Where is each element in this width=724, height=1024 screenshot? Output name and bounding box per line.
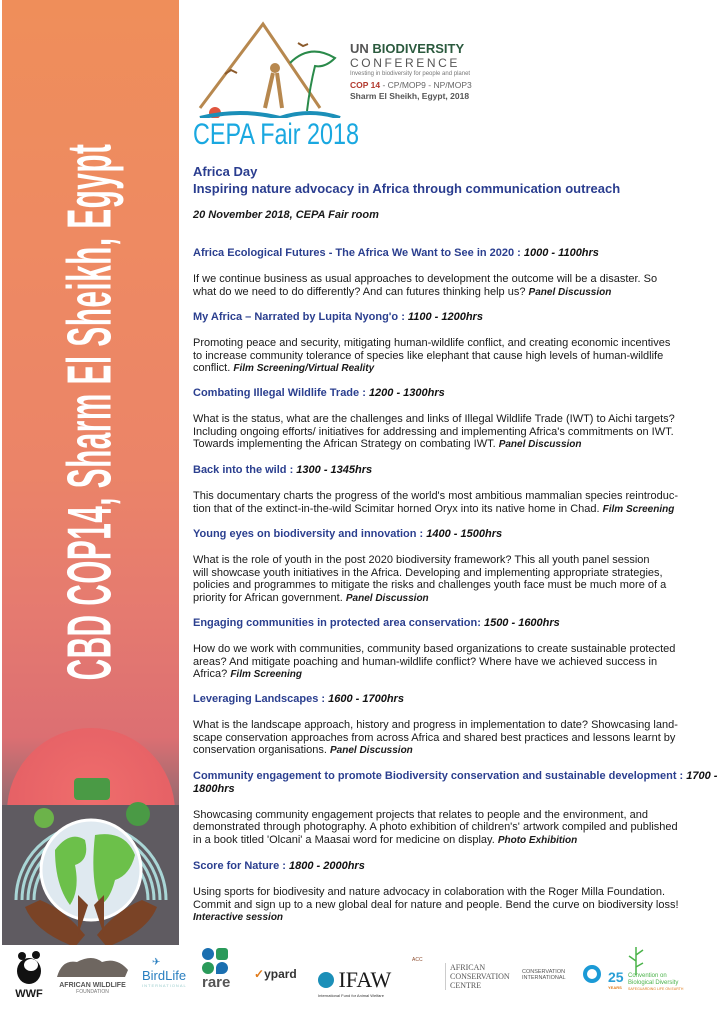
description-text: What is the role of youth in the post 2020 biodiversity framework? This all youth panel session (193, 553, 650, 566)
session-description (193, 554, 718, 606)
rare-icons (202, 948, 230, 974)
session-title: Engaging communities in protected area conservation: (193, 617, 481, 629)
description-text: Towards implementing the African Strategy on combating IWT. (193, 438, 496, 451)
session-description (193, 886, 718, 925)
description-text: scape conservation approaches from across Africa and shared best practices and lessons learnt by (193, 731, 676, 744)
ifaw-sub: International Fund for Animal Welfare (318, 993, 384, 998)
sidebar-vertical-title: CBD COP14, Sharm El Sheikh, Egypt (55, 143, 125, 681)
session-title: Score for Nature (193, 860, 280, 872)
birdlife-text: BirdLife (142, 968, 187, 983)
description-line (193, 668, 718, 682)
logo-un: UN (350, 41, 369, 56)
description-text: Promoting peace and security, mitigating human-wildlife conflict, and creating economic incentives (193, 336, 671, 349)
description-line (193, 362, 718, 376)
session-description (193, 413, 718, 452)
description-line (193, 273, 718, 286)
page-title: CEPA Fair 2018 (193, 118, 360, 151)
logo-cop-rest: - CP/MOP9 - NP/MOP3 (380, 80, 472, 90)
session-time: 1000 - 1100hrs (523, 247, 599, 259)
session-time: 1100 - 1200hrs (407, 311, 483, 323)
session-item (193, 860, 718, 925)
ci-text2: INTERNATIONAL (522, 975, 566, 981)
description-line (193, 732, 718, 745)
description-line (193, 554, 718, 567)
session-format-tag: Panel Discussion (329, 745, 413, 757)
session-separator: : (359, 387, 369, 399)
description-line (193, 426, 718, 439)
session-title: Africa Ecological Futures - The Africa We Want to See in 2020 (193, 247, 515, 259)
cbd-25 (608, 969, 624, 990)
session-format-tag: Interactive session (193, 912, 284, 924)
description-text: will showcase youth initiatives in the Africa. Developing and implementing appropriate strategies, (193, 566, 663, 579)
session-description (193, 490, 718, 516)
logo-conference: CONFERENCE (350, 56, 461, 70)
ypard-text: ypard (264, 967, 297, 981)
ifaw-text: IFAW (338, 967, 392, 992)
description-line (193, 744, 718, 758)
description-line (193, 834, 718, 848)
description-text: Showcasing community engagement projects that relates to people and the environment, and (193, 808, 648, 821)
session-title: Community engagement to promote Biodiversity conservation and sustainable development (193, 770, 677, 782)
ci-text1: CONSERVATION (522, 969, 566, 975)
session-item (193, 247, 718, 299)
description-line (193, 350, 718, 363)
session-heading (193, 387, 718, 400)
session-heading (193, 770, 718, 796)
description-text: tion that of the extinct-in-the-wild Scimitar horned Oryx into its native home in Chad. (193, 502, 600, 515)
sidebar-banner (2, 0, 179, 945)
session-heading (193, 311, 718, 324)
bird-icon: ✈ (152, 957, 161, 968)
description-text: How do we work with communities, community based organizations to create sustainable protected (193, 642, 676, 655)
session-item (193, 770, 718, 848)
subtitle-africa-day: Africa Day (193, 164, 258, 179)
session-description (193, 337, 718, 376)
session-time: 1500 - 1600hrs (483, 617, 560, 629)
description-text: what do we need to do differently? And can futures thinking help us? (193, 285, 526, 298)
wwf-logo (14, 951, 44, 1000)
awf-logo (55, 957, 130, 995)
acc-logo (445, 963, 510, 990)
acc-mark: ACC (412, 957, 423, 963)
description-text: demonstrated through photography. A photo exhibition of children's' artwork compiled and published (193, 821, 678, 834)
session-item (193, 387, 718, 452)
description-text: This documentary charts the progress of the world's most ambitious mammalian species reintroduc- (193, 489, 679, 502)
awf-text1: AFRICAN WILDLIFE (59, 982, 126, 989)
logo-cop (350, 80, 472, 90)
ifaw-globe-icon (318, 972, 334, 988)
session-format-tag: Film Screening (230, 669, 302, 681)
logo-place: Sharm El Sheikh, Egypt, 2018 (350, 91, 470, 101)
ypard-icon: ✓ (254, 967, 265, 981)
cbd-text3: SAFEGUARDING LIFE ON EARTH (628, 987, 684, 991)
session-separator: : (676, 770, 687, 782)
description-line (193, 592, 718, 606)
acc-text2: CONSERVATION (450, 972, 510, 981)
description-text: Commit and sign up to a new global deal for nature and people. Bend the curve on biodiversity loss! (193, 898, 679, 911)
logo-biodiversity: BIODIVERSITY (372, 41, 465, 56)
description-line (193, 886, 718, 899)
description-line (193, 809, 718, 822)
description-text: conservation organisations. (193, 744, 327, 757)
description-text: Africa? (193, 668, 228, 681)
description-line (193, 821, 718, 834)
session-title: My Africa – Narrated by Lupita Nyong'o (193, 311, 399, 323)
description-line (193, 286, 718, 300)
session-separator: : (398, 311, 408, 323)
session-time: 1600 - 1700hrs (328, 693, 404, 705)
session-time: 1300 - 1345hrs (296, 464, 373, 476)
acc-text3: CENTRE (450, 981, 482, 990)
description-text: What is the landscape approach, history and progress in implementation to date? Showcasing land- (193, 718, 678, 731)
un-biodiversity-emblem (195, 18, 345, 118)
description-text: If we continue business as usual approaches to development the outcome will be a disaster. So (193, 272, 658, 285)
description-line (193, 503, 718, 517)
session-heading (193, 528, 718, 541)
birdlife-logo (142, 957, 187, 988)
session-format-tag: Photo Exhibition (497, 835, 578, 846)
description-line (193, 719, 718, 732)
description-text: priority for African government. (193, 591, 343, 604)
session-heading (193, 693, 718, 706)
logo-tagline: Investing in biodiversity for people and planet (350, 71, 471, 77)
session-description (193, 719, 718, 758)
rare-text: rare (202, 974, 231, 991)
acc-text1: AFRICAN (450, 963, 486, 972)
ifaw-logo (318, 967, 391, 998)
session-time: 1700 - 1800hrs (193, 770, 718, 795)
description-text: in a book titled 'Olcani' a Maasai word for medicine on display. (193, 834, 498, 846)
subtitle-theme: Inspiring nature advocacy in Africa through communication outreach (193, 181, 621, 196)
description-text: Using sports for biodivesity and nature advocacy in colaboration with the Roger Milla Foundation. (193, 885, 666, 898)
cbd-years: YEARS (608, 985, 622, 990)
awf-text2: FOUNDATION (76, 989, 109, 995)
ci-circle-icon (583, 965, 601, 983)
session-separator: : (286, 464, 297, 476)
description-line (193, 567, 718, 580)
description-text: conflict. (193, 362, 231, 375)
session-separator: : (279, 860, 289, 872)
description-line (193, 656, 718, 669)
session-title: Leveraging Landscapes (193, 693, 319, 705)
description-line (193, 438, 718, 452)
session-format-tag: Film Screening (602, 503, 675, 515)
cbd-text2: Biological Diversity (628, 979, 679, 986)
cbd-25-num: 25 (608, 969, 624, 985)
rare-logo (202, 948, 230, 991)
event-date: 20 November 2018, CEPA Fair room (193, 209, 379, 221)
session-title: Young eyes on biodiversity and innovation (193, 528, 417, 540)
session-item (193, 311, 718, 376)
session-description (193, 643, 718, 682)
description-line (193, 643, 718, 656)
session-item (193, 617, 718, 682)
birdlife-sub: INTERNATIONAL (142, 983, 187, 988)
session-description (193, 273, 718, 299)
cbd-logo (628, 973, 683, 993)
globe-hands-illustration (10, 770, 172, 945)
description-line (193, 413, 718, 426)
session-description (193, 809, 718, 848)
description-line (193, 337, 718, 350)
session-time: 1400 - 1500hrs (426, 528, 503, 540)
session-format-tag: Panel Discussion (345, 592, 429, 604)
logo-cop14: COP 14 (350, 80, 381, 90)
description-line (193, 490, 718, 503)
session-item (193, 693, 718, 758)
description-line (193, 579, 718, 592)
session-format-tag: Panel Discussion (498, 439, 582, 451)
description-text: Including ongoing efforts/ initiatives for addressing and implementing Africa's commitments on IWT. (193, 425, 674, 438)
partner-logos (0, 945, 724, 1024)
session-separator: : (318, 693, 329, 705)
description-line (193, 899, 718, 912)
description-line (193, 911, 718, 925)
session-item (193, 464, 718, 516)
session-heading (193, 617, 718, 630)
panda-icon (14, 951, 44, 985)
session-time: 1200 - 1300hrs (368, 387, 445, 399)
session-heading (193, 464, 718, 477)
session-item (193, 528, 718, 606)
cbd-plant-icon (626, 945, 646, 975)
session-time: 1800 - 2000hrs (288, 860, 365, 872)
session-separator: : (416, 528, 427, 540)
ypard-logo (254, 967, 297, 981)
session-format-tag: Film Screening/Virtual Reality (233, 363, 375, 375)
description-text: to increase community tolerance of species like elephant that cause high levels of human-wildlife (193, 349, 664, 362)
elephants-icon (55, 957, 130, 977)
session-title: Combating Illegal Wildlife Trade (193, 387, 360, 399)
logo-title-line1 (350, 41, 464, 56)
description-text: What is the status, what are the challenges and links of Illegal Wildlife Trade (IWT) to Aichi targets? (193, 412, 675, 425)
description-text: policies and programmes to mitigate the risks and challenges youth face must be much more of a (193, 579, 667, 592)
description-text: areas? And mitigate poaching and human-wildlife conflict? Where have we achieved success in (193, 655, 658, 668)
session-separator: : (514, 247, 524, 259)
cbd-text1: Convention on (628, 973, 667, 979)
ci-logo (522, 969, 566, 981)
session-format-tag: Panel Discussion (528, 286, 612, 298)
session-heading (193, 860, 718, 873)
session-title: Back into the wild (193, 464, 287, 476)
wwf-text: WWF (15, 988, 43, 1000)
session-heading (193, 247, 718, 260)
